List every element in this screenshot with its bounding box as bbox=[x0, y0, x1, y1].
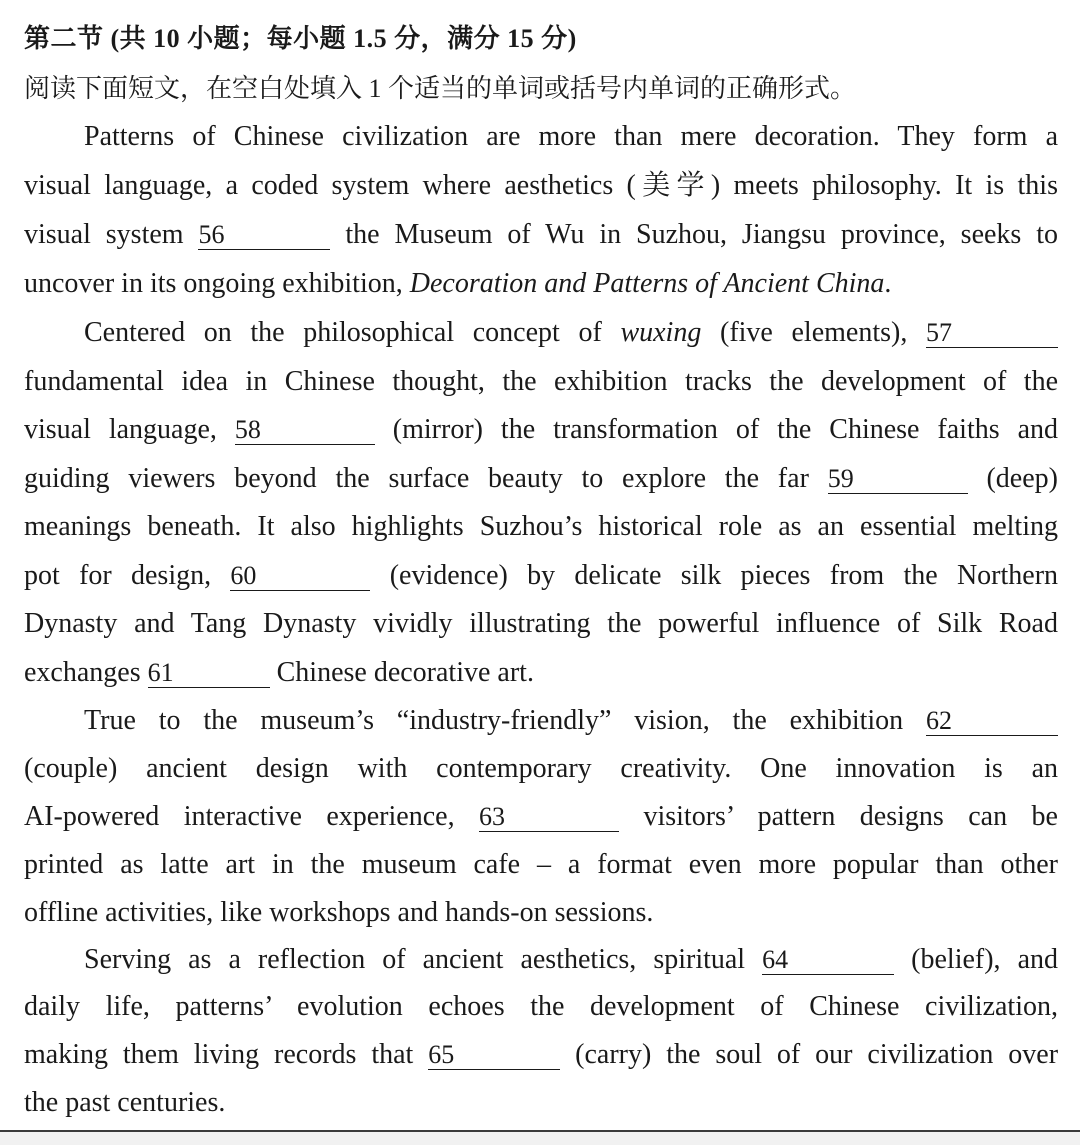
passage-text: visual language, a coded system where aesthetics (美学) meets philosophy. It is this bbox=[24, 170, 1058, 201]
passage-text: Serving as a reflection of ancient aesthetics, spiritual bbox=[84, 944, 746, 975]
passage-text: (couple) ancient design with contemporary creativity. One innovation is an bbox=[24, 753, 1058, 784]
answer-blank-62[interactable]: 62 bbox=[926, 707, 1058, 736]
passage-text: pot for design, bbox=[24, 560, 212, 591]
answer-blank-63[interactable]: 63 bbox=[479, 803, 619, 832]
passage-line bbox=[24, 896, 1058, 930]
passage-line bbox=[24, 607, 1058, 641]
passage-text: making them living records that bbox=[24, 1039, 414, 1070]
answer-blank-58[interactable]: 58 bbox=[235, 416, 375, 445]
passage-text: uncover in its ongoing exhibition, bbox=[24, 268, 403, 299]
passage-text: Centered on the philosophical concept of bbox=[84, 317, 602, 348]
passage-text: visitors’ pattern designs can be bbox=[643, 801, 1058, 832]
passage-text: (belief), and bbox=[911, 944, 1058, 975]
section-heading: 第二节 (共 10 小题；每小题 1.5 分，满分 15 分) bbox=[24, 24, 577, 53]
passage-text: daily life, patterns’ evolution echoes the development of Chinese civilization, bbox=[24, 991, 1058, 1022]
passage-text: . bbox=[884, 268, 892, 299]
passage-text: fundamental idea in Chinese thought, the exhibition tracks the development of the bbox=[24, 366, 1058, 397]
passage-text: (five elements), bbox=[720, 317, 908, 348]
passage-line bbox=[84, 316, 1058, 350]
answer-blank-56[interactable]: 56 bbox=[198, 221, 330, 250]
passage-line bbox=[24, 800, 1058, 834]
answer-blank-60[interactable]: 60 bbox=[230, 562, 370, 591]
passage-text: the Museum of Wu in Suzhou, Jiangsu province, seeks to bbox=[345, 219, 1059, 250]
passage-text: Chinese decorative art. bbox=[276, 657, 534, 688]
passage-text: meanings beneath. It also highlights Suzhou’s historical role as an essential melting bbox=[24, 511, 1058, 542]
passage-line bbox=[24, 752, 1058, 786]
answer-blank-59[interactable]: 59 bbox=[828, 465, 968, 494]
passage-line bbox=[24, 365, 1058, 399]
passage-text: visual system bbox=[24, 219, 184, 250]
passage-line bbox=[24, 169, 1058, 203]
passage-text: the past centuries. bbox=[24, 1087, 226, 1118]
passage-line bbox=[84, 120, 1058, 154]
passage-text: True to the museum’s “industry-friendly” vision, the exhibition bbox=[84, 705, 904, 736]
passage-line bbox=[24, 413, 1058, 447]
passage-line bbox=[24, 267, 1058, 301]
passage-line bbox=[24, 990, 1058, 1024]
passage-line bbox=[84, 704, 1058, 738]
passage-line bbox=[24, 1038, 1058, 1072]
passage-term: wuxing bbox=[620, 317, 702, 348]
passage-line bbox=[24, 848, 1058, 882]
exhibition-title: Decoration and Patterns of Ancient China bbox=[409, 268, 885, 299]
passage-text: offline activities, like workshops and hands-on sessions. bbox=[24, 897, 654, 928]
passage-line bbox=[84, 943, 1058, 977]
passage-text: guiding viewers beyond the surface beauty to explore the far bbox=[24, 463, 809, 494]
passage-text: exchanges bbox=[24, 657, 141, 688]
passage-line bbox=[24, 559, 1058, 593]
passage-line bbox=[24, 510, 1058, 544]
passage-line bbox=[24, 462, 1058, 496]
passage-text: (mirror) the transformation of the Chinese faiths and bbox=[392, 414, 1059, 445]
passage-text: (evidence) by delicate silk pieces from the Northern bbox=[389, 560, 1059, 591]
passage-line bbox=[24, 1086, 1058, 1120]
answer-blank-64[interactable]: 64 bbox=[762, 946, 894, 975]
answer-blank-57[interactable]: 57 bbox=[926, 319, 1058, 348]
passage-text: (carry) the soul of our civilization over bbox=[575, 1039, 1059, 1070]
passage-text: printed as latte art in the museum cafe – a format even more popular than other bbox=[24, 849, 1058, 880]
passage-text: AI-powered interactive experience, bbox=[24, 801, 455, 832]
passage-line bbox=[24, 656, 1058, 690]
passage-text: (deep) bbox=[986, 463, 1058, 494]
passage-line bbox=[24, 218, 1058, 252]
section-instruction: 阅读下面短文，在空白处填入 1 个适当的单词或括号内单词的正确形式。 bbox=[24, 74, 857, 103]
answer-blank-61[interactable]: 61 bbox=[148, 659, 270, 688]
answer-blank-65[interactable]: 65 bbox=[428, 1041, 560, 1070]
passage-text: visual language, bbox=[24, 414, 217, 445]
passage-text: Patterns of Chinese civilization are more than mere decoration. They form a bbox=[84, 121, 1058, 152]
passage-text: Dynasty and Tang Dynasty vividly illustrating the powerful influence of Silk Road bbox=[24, 608, 1058, 639]
